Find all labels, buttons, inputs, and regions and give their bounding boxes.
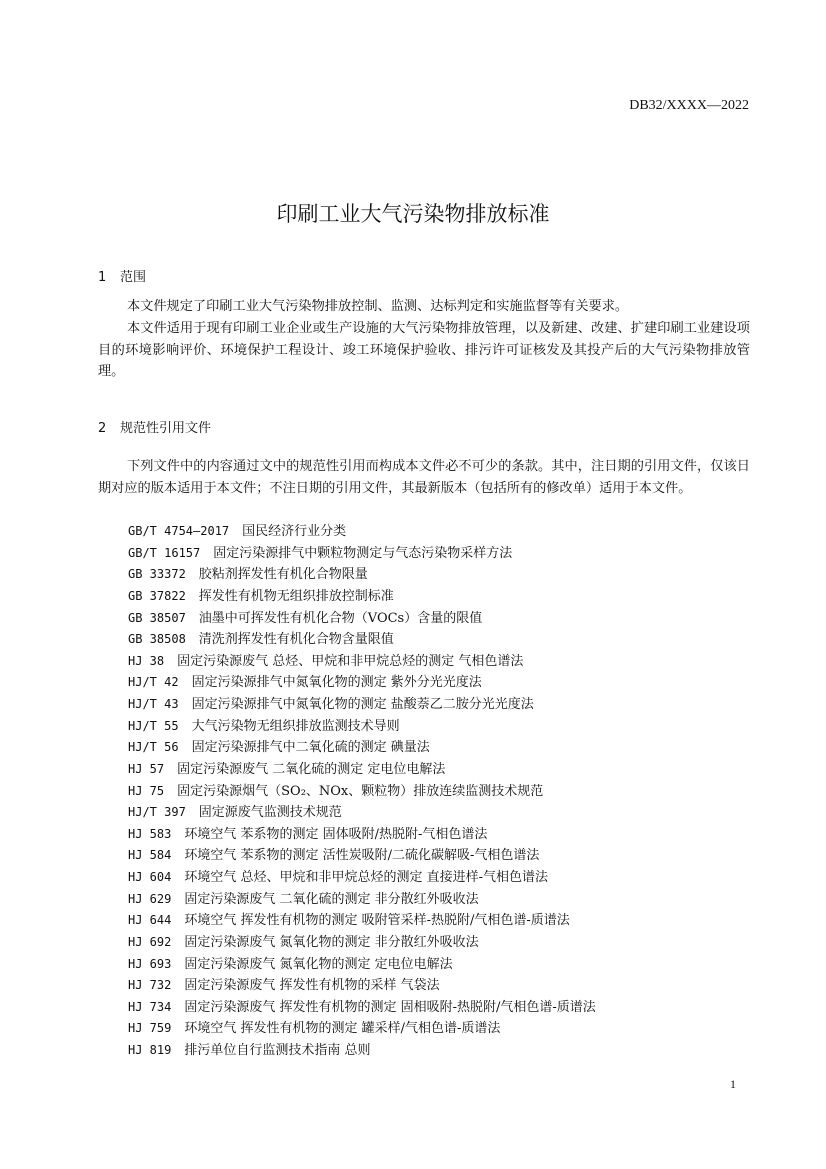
reference-item bbox=[128, 608, 596, 630]
reference-code: GB 33372 bbox=[128, 567, 186, 582]
reference-item bbox=[128, 716, 596, 738]
page-number: 1 bbox=[730, 1077, 736, 1091]
reference-item bbox=[128, 1018, 596, 1040]
reference-code: HJ 692 bbox=[128, 934, 172, 949]
reference-item bbox=[128, 975, 596, 997]
paragraph-scope-1: 本文件规定了印刷工业大气污染物排放控制、监测、达标判定和实施监督等有关要求。 bbox=[127, 299, 629, 314]
reference-code: HJ 629 bbox=[128, 891, 172, 906]
reference-title: 固定污染源废气 氮氧化物的测定 定电位电解法 bbox=[184, 956, 453, 972]
reference-item bbox=[128, 954, 596, 976]
reference-item bbox=[128, 737, 596, 759]
section-heading-scope bbox=[98, 266, 146, 285]
reference-code: HJ 732 bbox=[128, 978, 172, 993]
page-title: 印刷工业大气污染物排放标准 bbox=[276, 202, 550, 226]
reference-title: 固定污染源烟气（SO₂、NOx、颗粒物）排放连续监测技术规范 bbox=[177, 783, 544, 799]
reference-title: 排污单位自行监测技术指南 总则 bbox=[184, 1043, 371, 1058]
reference-code: HJ 604 bbox=[128, 870, 172, 884]
reference-item bbox=[128, 889, 596, 911]
reference-code: HJ 57 bbox=[128, 761, 165, 776]
reference-code: HJ 75 bbox=[128, 783, 165, 798]
section-title: 规范性引用文件 bbox=[120, 421, 212, 436]
reference-item bbox=[128, 910, 596, 932]
reference-code: HJ 693 bbox=[128, 956, 172, 971]
reference-title: 油墨中可挥发性有机化合物（VOCs）含量的限值 bbox=[198, 610, 483, 626]
reference-code: HJ 644 bbox=[128, 913, 172, 928]
reference-title: 固定污染源废气 总烃、甲烷和非甲烷总烃的测定 气相色谱法 bbox=[177, 653, 524, 669]
reference-code: HJ 759 bbox=[128, 1021, 172, 1036]
reference-code: HJ 819 bbox=[128, 1043, 172, 1057]
paragraph-references-intro: 下列文件中的内容通过文中的规范性引用而构成本文件必不可少的条款。其中，注日期的引用文件，仅该日期对应的版本适用于本文件；不注日期的引用文件，其最新版本（包括所有的修改单）适用于本文件。 bbox=[98, 459, 750, 496]
reference-item bbox=[128, 521, 596, 543]
reference-code: GB/T 16157 bbox=[128, 545, 201, 560]
reference-item bbox=[128, 845, 596, 867]
reference-item bbox=[128, 1040, 596, 1062]
reference-item bbox=[128, 932, 596, 954]
reference-item bbox=[128, 586, 596, 608]
reference-item bbox=[128, 867, 596, 889]
reference-code: HJ/T 56 bbox=[128, 740, 179, 755]
reference-code: HJ 38 bbox=[128, 653, 165, 668]
reference-item bbox=[128, 672, 596, 694]
document-code: DB32/XXXX—2022 bbox=[629, 98, 749, 113]
reference-title: 固定污染源排气中氮氧化物的测定 盐酸萘乙二胺分光光度法 bbox=[191, 697, 534, 712]
reference-title: 环境空气 总烃、甲烷和非甲烷总烃的测定 直接进样-气相色谱法 bbox=[184, 870, 549, 885]
reference-title: 环境空气 苯系物的测定 活性炭吸附/二硫化碳解吸-气相色谱法 bbox=[184, 848, 540, 864]
reference-title: 胶粘剂挥发性有机化合物限量 bbox=[198, 567, 368, 583]
reference-item bbox=[128, 543, 596, 565]
section-number: 2 bbox=[98, 421, 107, 436]
reference-title: 环境空气 挥发性有机物的测定 吸附管采样-热脱附/气相色谱-质谱法 bbox=[184, 913, 570, 929]
reference-code: HJ 583 bbox=[128, 826, 172, 841]
reference-code: GB 37822 bbox=[128, 588, 186, 603]
section-heading-normative-references bbox=[98, 417, 211, 436]
section-number: 1 bbox=[98, 270, 107, 285]
reference-item bbox=[128, 759, 596, 781]
reference-code: HJ 734 bbox=[128, 999, 172, 1014]
reference-code: HJ/T 42 bbox=[128, 675, 179, 690]
reference-code: GB/T 4754—2017 bbox=[128, 524, 230, 538]
reference-title: 固定污染源废气 二氧化硫的测定 定电位电解法 bbox=[177, 761, 446, 777]
reference-title: 固定污染源废气 挥发性有机物的采样 气袋法 bbox=[184, 978, 440, 994]
reference-code: GB 38507 bbox=[128, 610, 186, 625]
section-title: 范围 bbox=[120, 270, 147, 285]
reference-item bbox=[128, 997, 596, 1019]
reference-code: GB 38508 bbox=[128, 632, 186, 647]
reference-code: HJ/T 397 bbox=[128, 805, 186, 820]
reference-title: 固定污染源废气 挥发性有机物的测定 固相吸附-热脱附/气相色谱-质谱法 bbox=[184, 999, 596, 1015]
reference-code: HJ 584 bbox=[128, 848, 172, 863]
reference-item bbox=[128, 651, 596, 673]
reference-title: 挥发性有机物无组织排放控制标准 bbox=[198, 588, 394, 604]
reference-list bbox=[128, 521, 596, 1062]
reference-item bbox=[128, 564, 596, 586]
reference-title: 大气污染物无组织排放监测技术导则 bbox=[191, 718, 400, 734]
paragraph-scope-2: 本文件适用于现有印刷工业企业或生产设施的大气污染物排放管理，以及新建、改建、扩建印刷工业建设项目的环境影响评价、环境保护工程设计、竣工环境保护验收、排污许可证核发及其投产后的大气污染物排放管理。 bbox=[98, 321, 750, 379]
reference-title: 固定污染源排气中二氧化硫的测定 碘量法 bbox=[191, 740, 430, 756]
reference-title: 环境空气 苯系物的测定 固体吸附/热脱附-气相色谱法 bbox=[184, 826, 488, 842]
reference-item bbox=[128, 802, 596, 824]
reference-title: 清洗剂挥发性有机化合物含量限值 bbox=[198, 632, 394, 648]
reference-item bbox=[128, 694, 596, 716]
reference-title: 国民经济行业分类 bbox=[242, 524, 347, 539]
reference-code: HJ/T 43 bbox=[128, 697, 179, 711]
reference-item bbox=[128, 824, 596, 846]
reference-item bbox=[128, 629, 596, 651]
reference-code: HJ/T 55 bbox=[128, 718, 179, 733]
reference-title: 环境空气 挥发性有机物的测定 罐采样/气相色谱-质谱法 bbox=[184, 1021, 501, 1037]
reference-title: 固定污染源废气 氮氧化物的测定 非分散红外吸收法 bbox=[184, 934, 479, 950]
reference-title: 固定源废气监测技术规范 bbox=[198, 805, 342, 821]
reference-title: 固定污染源排气中颗粒物测定与气态污染物采样方法 bbox=[213, 545, 513, 561]
reference-title: 固定污染源排气中氮氧化物的测定 紫外分光光度法 bbox=[191, 675, 482, 691]
reference-item bbox=[128, 781, 596, 803]
reference-title: 固定污染源废气 二氧化硫的测定 非分散红外吸收法 bbox=[184, 891, 479, 907]
